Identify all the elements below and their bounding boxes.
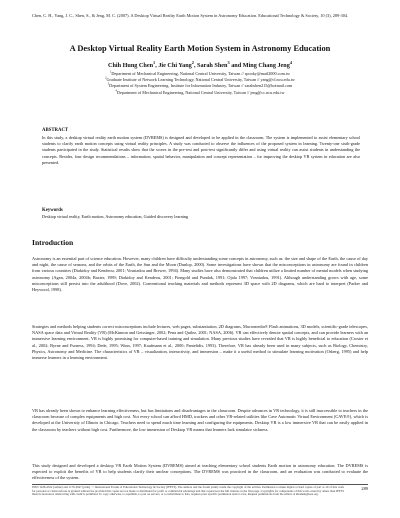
affiliation-superscript: 2 bbox=[105, 75, 107, 80]
author-name: Chih Hung Chen bbox=[107, 62, 154, 69]
affiliation-list bbox=[22, 71, 378, 96]
author-superscript: 3 bbox=[227, 59, 230, 65]
abstract-heading: ABSTRACT bbox=[42, 128, 69, 133]
page-number: 289 bbox=[361, 486, 368, 491]
affiliation-text: Department of System Engineering, Institute for Information Industry, Taiwan // sarahshen215@hotmail.com bbox=[109, 83, 293, 89]
affiliation-superscript: 1 bbox=[109, 69, 112, 74]
keywords-text: Desktop virtual reality, Earth motion, Astronomy education, Guided discovery learning bbox=[42, 214, 189, 219]
affiliation-text: Department of Mechanical Engineering, National Central University, Taiwan // spooky@mail2000.com.tw bbox=[111, 71, 291, 76]
body-paragraph: This study designed and developed a desktop VR Earth Motion System (DVREMS) aimed at teaching elementary school students Earth motion in astronomy education. The DVREMS is expected to exploit the benefits of VR to help students clarify their unclear conceptions. The DVREMS was practiced in the classroom, and an evaluation was conducted to evaluate the effectiveness of the system. bbox=[32, 463, 368, 481]
keywords-heading: Keywords bbox=[42, 208, 63, 213]
abstract-section bbox=[42, 128, 360, 166]
author-name: Sarah Shen bbox=[197, 62, 228, 69]
affiliation-text: Department of Mechanical Engineering, National Central University, Taiwan // jeng@cc.ncu.edu.tw bbox=[116, 89, 285, 95]
author-name: Jie Chi Yang bbox=[158, 62, 192, 69]
affiliation-superscript: 3 bbox=[107, 82, 110, 87]
body-paragraph: Strategies and methods helping students correct misconceptions include lectures, web pages, substantiation, 2D diagrams, Macromedia® Flash animations, 3D models, scientific-grade telescopes, NASA space data and Virtual Reality (VR) (McKinnon and Geissinger, 2002; Pena and Quilez, 2001; NASA, 2006). VR can effectively denote spatial concepts, and can provide learners with an immersive learning environment. VR is highly promising for computer-based training and simulation. Many previous studies have revealed that VR is highly beneficial to education (Crosier et al., 2002; Byrne and Furness, 1994; Dede, 1995; Winn, 1997; Kaufmann et al., 2000; Pantelidis, 1993). Therefore, VR has already been used in many subjects, such as Biology, Chemistry, Physics, Astronomy and Medicine. The characteristics of VR – visualization, interactivity, and immersion – make it a useful method to stimulate learning motivation (Osberg, 1995) and help immerse learners in a learning environment. bbox=[32, 324, 368, 361]
body-paragraph: VR has already been shown to enhance learning effectiveness, but has limitations and disadvantages in the classroom. Despite advances in VR technology, it is still inaccessible to teachers in the classroom because of complex equipments and high cost. Not every school can afford HMD, trackers and other VR-related utilities like Cave Automatic Virtual Environment (CAVE®), which is developed at the University of Illinois in Chicago. Teachers need to spend much time learning and configuring the equipments. Desktop VR is a low immersive VR that can be easily applied in the classroom by teachers without high cost. Furthermore, the low immersion of Desktop VR means that learners lack simulator sickness. bbox=[32, 408, 368, 432]
affiliation-superscript: 4 bbox=[115, 88, 117, 93]
author-superscript: 2 bbox=[191, 59, 194, 65]
author-list: Chih Hung Chen$^1$, Jie Chi Yang$^2$, Sarah Shen$^3$ and Ming Chang Jeng$^4$ bbox=[107, 59, 293, 69]
author-superscript: 4 bbox=[289, 59, 293, 65]
body-paragraph: Astronomy is an essential part of science education. However, many children have difficulty understanding some concepts in astronomy, such as: the size and shape of the Earth, the cause of day and night, the cause of seasons, and the orbits of the Earth, the Sun and the Moon (Dunlop, 2000). Some investigations have shown that the misconceptions in astronomy are found in children from various countries (Diakidoy and Kendeou, 2001; Vosniadou and Brewer, 1994). Many studies have also demonstrated that children utilize a limited number of mental models when studying astronomy (Agan, 2004a, 2004b; Baxter, 1989; Diakidoy and Kendeou, 2001; Finegold and Pundak, 1991; Ojala 1997; Vosniadou, 1991). Although understanding grows with age, some misconceptions still persist into the adulthood (Dove, 2002). Conventional teaching materials and methods represent 3D space with 2D diagrams, which are hard to interpret (Parker and Heywood, 1998). bbox=[32, 256, 368, 293]
section-heading-introduction: Introduction bbox=[32, 238, 74, 247]
affiliation-text: Graduate Institute of Network Learning Technology, National Central University, Taiwan // yang@cl.ncu.edu.tw bbox=[106, 77, 295, 83]
copyright-footer: ISSN 1436-4522 (online) and 1176-3647 (print). © International Forum of Educational Technology & Society (IFETS). The authors and the forum jointly retain the copyright of the articles. Permission to make digital or hard copies of part or all of this work for personal or classroom use is granted without fee provided that copies are not made or distributed for profit or commercial advantage and that copies bear the full citation on the first page. Copyrights for components of this work owned by others than IFETS must be honoured. Abstracting with credit is permitted. To copy otherwise, to republish, to post on servers, or to redistribute to lists, requires prior specific permission and/or a fee. Request permissions from the editors at kinshuk@ieee.org. bbox=[32, 485, 344, 497]
affiliation-line bbox=[22, 90, 378, 96]
author-name: Ming Chang Jeng bbox=[242, 62, 290, 69]
paper-title: A Desktop Virtual Reality Earth Motion System in Astronomy Education bbox=[69, 44, 331, 53]
citation-header: Chen, C. H., Yang, J. C., Shen, S., & Jeng, M. C. (2007). A Desktop Virtual Reality Earth Motion System in Astronomy Education. Educational Technology & Society, 10 (3), 289-304. bbox=[32, 13, 349, 18]
keywords-section bbox=[42, 208, 360, 220]
author-superscript: 1 bbox=[153, 59, 156, 65]
abstract-text: In this study, a desktop virtual reality earth motion system (DVREMS) is designed and developed to be applied in the classroom. The system is implemented to assist elementary school students to clarify earth motion concepts using virtual reality principles. A study was conducted to observe the influences of the proposed system in learning. Twenty-one sixth-grade students participated in the study. Statistical results show that the scores in the pre-test and post-test significantly differ and using virtual reality can assist students in understanding the concepts. Besides, four design recommendations – information, spatial behavior, manipulation and concept representation – for improving the desktop VR system in education are also presented. bbox=[42, 135, 360, 165]
